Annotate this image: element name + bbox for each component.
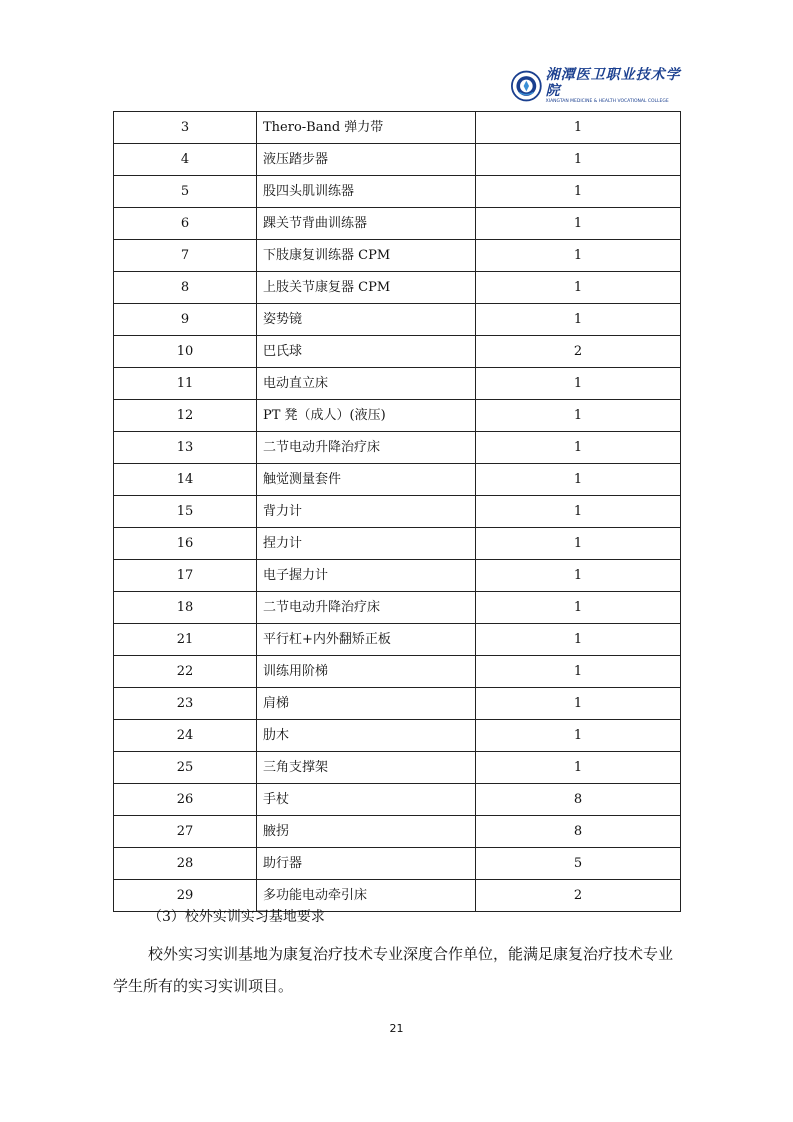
equipment-quantity: 1 [476, 656, 681, 688]
equipment-name: 手杖 [257, 784, 476, 816]
equipment-name: 腋拐 [257, 816, 476, 848]
row-number: 7 [114, 240, 257, 272]
equipment-name: 液压踏步器 [257, 144, 476, 176]
row-number: 26 [114, 784, 257, 816]
table-row [114, 656, 681, 688]
college-name-cn: 湘潭医卫职业技术学院 [545, 67, 681, 99]
equipment-quantity: 1 [476, 496, 681, 528]
table-row [114, 240, 681, 272]
table-row [114, 208, 681, 240]
equipment-quantity: 1 [476, 368, 681, 400]
table-row [114, 144, 681, 176]
equipment-name: 训练用阶梯 [257, 656, 476, 688]
equipment-name: Thero-Band 弹力带 [257, 112, 476, 144]
equipment-quantity: 1 [476, 592, 681, 624]
equipment-quantity: 1 [476, 240, 681, 272]
table-row [114, 496, 681, 528]
row-number: 21 [114, 624, 257, 656]
equipment-name: 平行杠+内外翻矫正板 [257, 624, 476, 656]
table-row [114, 464, 681, 496]
table-row [114, 400, 681, 432]
section-paragraph: 校外实习实训基地为康复治疗技术专业深度合作单位，能满足康复治疗技术专业学生所有的实习实训项目。 [113, 945, 674, 995]
equipment-name: 捏力计 [257, 528, 476, 560]
table-row [114, 432, 681, 464]
row-number: 27 [114, 816, 257, 848]
equipment-name: 股四头肌训练器 [257, 176, 476, 208]
table-row [114, 368, 681, 400]
equipment-name: 二节电动升降治疗床 [257, 592, 476, 624]
equipment-quantity: 2 [476, 880, 681, 912]
table-row [114, 816, 681, 848]
row-number: 29 [114, 880, 257, 912]
equipment-quantity: 1 [476, 720, 681, 752]
equipment-quantity: 1 [476, 624, 681, 656]
table-row [114, 176, 681, 208]
equipment-name: 电子握力计 [257, 560, 476, 592]
row-number: 10 [114, 336, 257, 368]
row-number: 25 [114, 752, 257, 784]
table-row [114, 272, 681, 304]
equipment-name: 姿势镜 [257, 304, 476, 336]
table-row [114, 592, 681, 624]
equipment-quantity: 1 [476, 688, 681, 720]
row-number: 9 [114, 304, 257, 336]
equipment-quantity: 1 [476, 112, 681, 144]
table-row [114, 112, 681, 144]
equipment-name: 二节电动升降治疗床 [257, 432, 476, 464]
equipment-quantity: 8 [476, 816, 681, 848]
equipment-name: 三角支撑架 [257, 752, 476, 784]
row-number: 16 [114, 528, 257, 560]
college-seal-icon [511, 69, 542, 103]
table-row [114, 560, 681, 592]
equipment-table-body [114, 112, 681, 912]
table-row [114, 336, 681, 368]
equipment-quantity: 2 [476, 336, 681, 368]
table-row [114, 848, 681, 880]
row-number: 18 [114, 592, 257, 624]
equipment-name: 踝关节背曲训练器 [257, 208, 476, 240]
equipment-table [113, 111, 681, 912]
equipment-name: 背力计 [257, 496, 476, 528]
equipment-name: 多功能电动牵引床 [257, 880, 476, 912]
row-number: 17 [114, 560, 257, 592]
equipment-quantity: 5 [476, 848, 681, 880]
row-number: 13 [114, 432, 257, 464]
equipment-name: 下肢康复训练器 CPM [257, 240, 476, 272]
equipment-name: 巴氏球 [257, 336, 476, 368]
equipment-name: 肩梯 [257, 688, 476, 720]
table-row [114, 752, 681, 784]
equipment-quantity: 1 [476, 432, 681, 464]
college-logo [511, 66, 681, 106]
equipment-quantity: 1 [476, 272, 681, 304]
equipment-quantity: 1 [476, 176, 681, 208]
equipment-quantity: 1 [476, 144, 681, 176]
table-row [114, 720, 681, 752]
row-number: 23 [114, 688, 257, 720]
equipment-quantity: 1 [476, 400, 681, 432]
row-number: 12 [114, 400, 257, 432]
section-title: （3）校外实训实习基地要求 [148, 909, 325, 925]
table-row [114, 784, 681, 816]
equipment-quantity: 1 [476, 560, 681, 592]
row-number: 15 [114, 496, 257, 528]
equipment-quantity: 1 [476, 464, 681, 496]
table-row [114, 304, 681, 336]
row-number: 6 [114, 208, 257, 240]
row-number: 5 [114, 176, 257, 208]
table-row [114, 624, 681, 656]
equipment-name: 助行器 [257, 848, 476, 880]
row-number: 22 [114, 656, 257, 688]
row-number: 3 [114, 112, 257, 144]
row-number: 11 [114, 368, 257, 400]
equipment-name: 电动直立床 [257, 368, 476, 400]
equipment-quantity: 1 [476, 208, 681, 240]
table-row [114, 528, 681, 560]
equipment-quantity: 1 [476, 304, 681, 336]
equipment-name: 肋木 [257, 720, 476, 752]
row-number: 14 [114, 464, 257, 496]
equipment-name: PT 凳（成人）(液压) [257, 400, 476, 432]
page-number: 21 [389, 1022, 404, 1035]
equipment-quantity: 1 [476, 752, 681, 784]
row-number: 4 [114, 144, 257, 176]
equipment-quantity: 1 [476, 528, 681, 560]
row-number: 8 [114, 272, 257, 304]
equipment-quantity: 8 [476, 784, 681, 816]
equipment-name: 上肢关节康复器 CPM [257, 272, 476, 304]
equipment-name: 触觉测量套件 [257, 464, 476, 496]
college-name-en: XIANGTAN MEDICINE & HEALTH VOCATIONAL COLLEGE [545, 99, 669, 104]
row-number: 24 [114, 720, 257, 752]
row-number: 28 [114, 848, 257, 880]
table-row [114, 688, 681, 720]
